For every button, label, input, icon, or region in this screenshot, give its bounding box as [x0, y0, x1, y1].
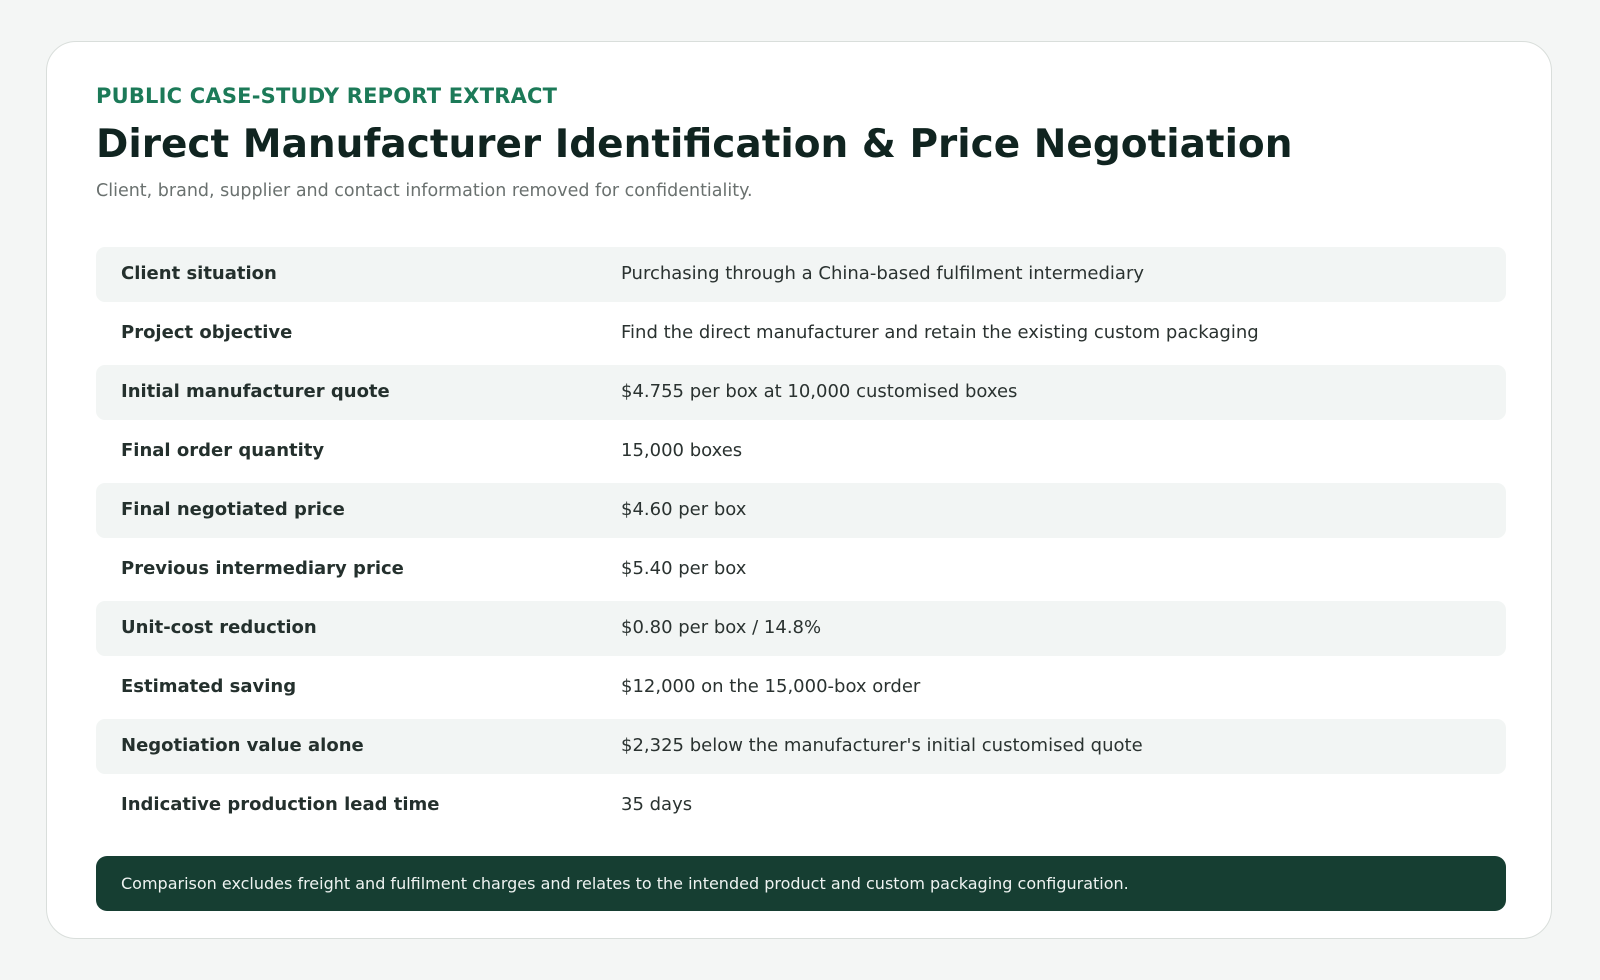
- row-label: Final negotiated price: [121, 499, 345, 520]
- row-label: Initial manufacturer quote: [121, 381, 390, 402]
- row-label: Previous intermediary price: [121, 558, 404, 579]
- row-value: $4.60 per box: [621, 499, 747, 520]
- row-value: $12,000 on the 15,000-box order: [621, 676, 921, 697]
- row-label: Final order quantity: [121, 440, 325, 461]
- report-card: [46, 41, 1552, 939]
- row-label: Unit-cost reduction: [121, 617, 317, 638]
- footnote-banner: Comparison excludes freight and fulfilment charges and relates to the intended product and custom packaging configuration.: [96, 856, 1506, 911]
- row-value: $2,325 below the manufacturer's initial customised quote: [621, 735, 1143, 756]
- table-row: [96, 483, 1506, 538]
- row-value: 15,000 boxes: [621, 440, 743, 461]
- row-label: Project objective: [121, 322, 293, 343]
- row-label: Estimated saving: [121, 676, 297, 697]
- table-row: [96, 719, 1506, 774]
- table-row: [96, 542, 1506, 597]
- row-value: $0.80 per box / 14.8%: [621, 617, 822, 638]
- row-value: $5.40 per box: [621, 558, 747, 579]
- table-row: [96, 306, 1506, 361]
- page-subtitle: Client, brand, supplier and contact information removed for confidentiality.: [96, 181, 753, 201]
- row-label: Negotiation value alone: [121, 735, 364, 756]
- page-title: Direct Manufacturer Identification & Price Negotiation: [96, 122, 1293, 167]
- details-table: [96, 247, 1506, 837]
- table-row: [96, 365, 1506, 420]
- table-row: [96, 778, 1506, 833]
- table-row: [96, 247, 1506, 302]
- row-value: $4.755 per box at 10,000 customised boxes: [621, 381, 1018, 402]
- table-row: [96, 660, 1506, 715]
- row-value: 35 days: [621, 794, 693, 815]
- row-label: Indicative production lead time: [121, 794, 440, 815]
- row-value: Purchasing through a China-based fulfilment intermediary: [621, 263, 1145, 284]
- table-row: [96, 601, 1506, 656]
- row-value: Find the direct manufacturer and retain the existing custom packaging: [621, 322, 1259, 343]
- report-eyebrow: PUBLIC CASE-STUDY REPORT EXTRACT: [96, 84, 558, 108]
- table-row: [96, 424, 1506, 479]
- row-label: Client situation: [121, 263, 277, 284]
